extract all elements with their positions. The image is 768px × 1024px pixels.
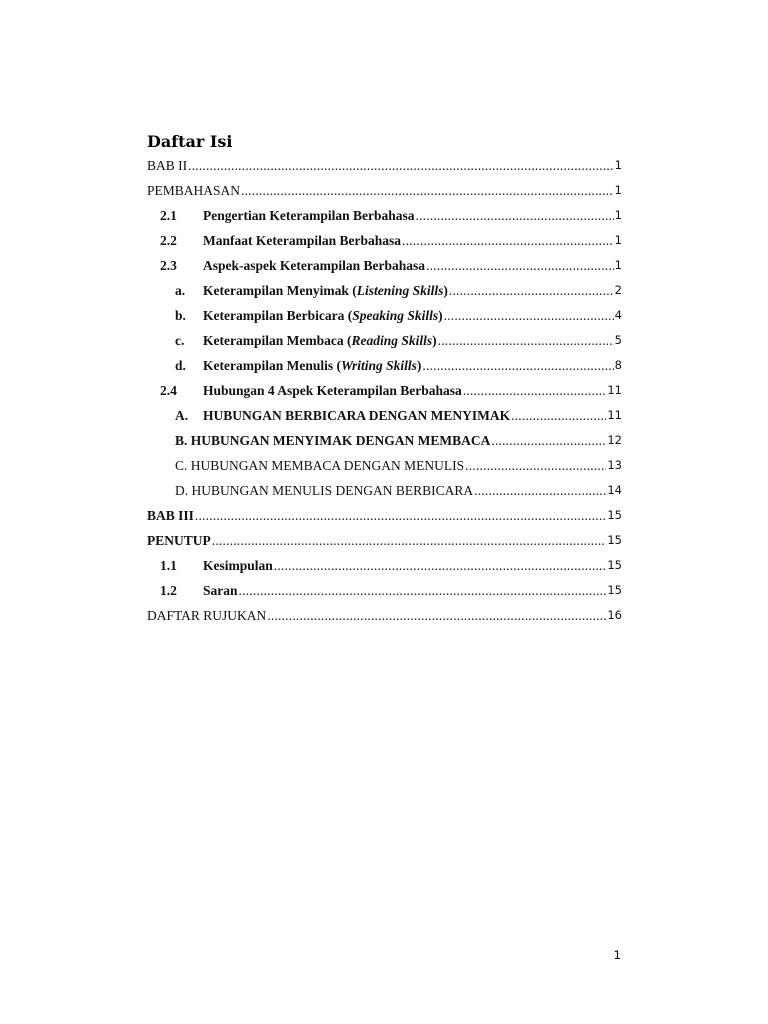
toc-entry-number: d.	[175, 358, 186, 373]
toc-page-number: 13	[607, 458, 622, 472]
toc-entry-label: HUBUNGAN BERBICARA DENGAN MENYIMAK	[203, 408, 511, 423]
toc-entry-label: Hubungan 4 Aspek Keterampilan Berbahasa	[203, 383, 462, 398]
toc-entry-2-2[interactable]	[147, 228, 622, 253]
toc-page-number: 1	[614, 233, 622, 247]
toc-entry-a-berbicara-menyimak[interactable]	[147, 403, 622, 428]
dot-leader	[188, 153, 614, 178]
label-text: )	[443, 283, 448, 298]
dot-leader	[426, 253, 614, 278]
dot-leader	[449, 278, 614, 303]
footer-page-number: 1	[613, 948, 621, 962]
toc-entry-b-menyimak-membaca[interactable]	[147, 428, 622, 453]
label-italic: Listening Skills	[356, 283, 444, 298]
toc-entry-label	[203, 353, 421, 378]
toc-entry-label: BAB II	[147, 158, 188, 173]
toc-entry-label: PEMBAHASAN	[147, 183, 241, 198]
dot-leader	[511, 403, 606, 428]
label-text: )	[438, 308, 443, 323]
dot-leader	[415, 203, 613, 228]
toc-page-number: 2	[614, 283, 622, 297]
toc-entry-bab-ii[interactable]	[147, 153, 622, 178]
toc-entry-1-1[interactable]	[147, 553, 622, 578]
toc-entry-number: b.	[175, 308, 186, 323]
toc-page-number: 1	[614, 208, 622, 222]
toc-entry-2-4[interactable]	[147, 378, 622, 403]
toc-page-number: 16	[607, 608, 622, 622]
toc-entry-number: 1.2	[160, 583, 177, 598]
dot-leader	[212, 528, 607, 553]
label-text: Keterampilan Menyimak (	[203, 283, 357, 298]
dot-leader	[267, 603, 606, 628]
toc-page-number: 12	[607, 433, 622, 447]
toc-entry-pembahasan[interactable]	[147, 178, 622, 203]
toc-entry-label: D. HUBUNGAN MENULIS DENGAN BERBICARA	[175, 483, 474, 498]
toc-page-number: 14	[607, 483, 622, 497]
toc-page-number: 15	[607, 508, 622, 522]
toc-entry-d-menulis[interactable]	[147, 353, 622, 378]
toc-page-number: 11	[607, 383, 622, 397]
dot-leader	[402, 228, 614, 253]
toc-entry-daftar-rujukan[interactable]	[147, 603, 622, 628]
toc-entry-label: C. HUBUNGAN MEMBACA DENGAN MENULIS	[175, 458, 465, 473]
toc-entry-bab-iii[interactable]	[147, 503, 622, 528]
toc-entry-label	[203, 328, 437, 353]
label-italic: Speaking Skills	[352, 308, 439, 323]
toc-entry-2-3[interactable]	[147, 253, 622, 278]
table-of-contents	[147, 153, 622, 628]
dot-leader	[491, 428, 606, 453]
toc-page-number: 1	[614, 158, 622, 172]
toc-page-number: 11	[607, 408, 622, 422]
toc-entry-label: Saran	[203, 583, 238, 598]
toc-entry-label: B. HUBUNGAN MENYIMAK DENGAN MEMBACA	[175, 433, 491, 448]
toc-entry-label: Manfaat Keterampilan Berbahasa	[203, 233, 401, 248]
toc-entry-label: BAB III	[147, 508, 194, 523]
label-text: Keterampilan Berbicara (	[203, 308, 353, 323]
dot-leader	[274, 553, 607, 578]
toc-entry-a-menyimak[interactable]	[147, 278, 622, 303]
toc-entry-c-membaca[interactable]	[147, 328, 622, 353]
toc-entry-number: A.	[175, 408, 189, 423]
toc-entry-label	[203, 303, 443, 328]
toc-page-number: 15	[607, 533, 622, 547]
toc-entry-label	[203, 278, 448, 303]
label-text: )	[432, 333, 437, 348]
toc-title: Daftar Isi	[147, 132, 233, 151]
toc-entry-label: PENUTUP	[147, 533, 211, 548]
dot-leader	[463, 378, 607, 403]
label-text: Keterampilan Membaca (	[203, 333, 352, 348]
toc-entry-penutup[interactable]	[147, 528, 622, 553]
toc-entry-number: a.	[175, 283, 186, 298]
label-text: )	[416, 358, 422, 373]
label-italic: Reading Skills	[351, 333, 433, 348]
dot-leader	[239, 578, 607, 603]
toc-entry-number: 2.4	[160, 383, 177, 398]
dot-leader	[241, 178, 614, 203]
toc-entry-label: DAFTAR RUJUKAN	[147, 608, 267, 623]
toc-entry-1-2[interactable]	[147, 578, 622, 603]
dot-leader	[444, 303, 614, 328]
toc-page-number: 15	[607, 583, 622, 597]
toc-page-number: 1	[614, 183, 622, 197]
toc-entry-label: Kesimpulan	[203, 558, 273, 573]
dot-leader	[474, 478, 606, 503]
toc-entry-number: 2.2	[160, 233, 177, 248]
dot-leader	[438, 328, 614, 353]
label-text: Keterampilan Menulis (	[203, 358, 341, 373]
toc-entry-number: 2.3	[160, 258, 177, 273]
toc-entry-label: Pengertian Keterampilan Berbahasa	[203, 208, 415, 223]
toc-page-number: 8	[614, 358, 622, 372]
toc-entry-b-berbicara[interactable]	[147, 303, 622, 328]
toc-entry-2-1[interactable]	[147, 203, 622, 228]
label-italic: Writing Skills	[341, 358, 417, 373]
toc-page-number: 5	[614, 333, 622, 347]
toc-entry-number: 2.1	[160, 208, 177, 223]
toc-entry-number: c.	[175, 333, 185, 348]
toc-page-number: 15	[607, 558, 622, 572]
toc-page-number: 4	[614, 308, 622, 322]
toc-entry-c-membaca-menulis[interactable]	[147, 453, 622, 478]
dot-leader	[465, 453, 606, 478]
toc-entry-number: 1.1	[160, 558, 177, 573]
toc-entry-d-menulis-berbicara[interactable]	[147, 478, 622, 503]
toc-page-number: 1	[614, 258, 622, 272]
dot-leader	[422, 353, 613, 378]
toc-entry-label: Aspek-aspek Keterampilan Berbahasa	[203, 258, 426, 273]
dot-leader	[195, 503, 606, 528]
